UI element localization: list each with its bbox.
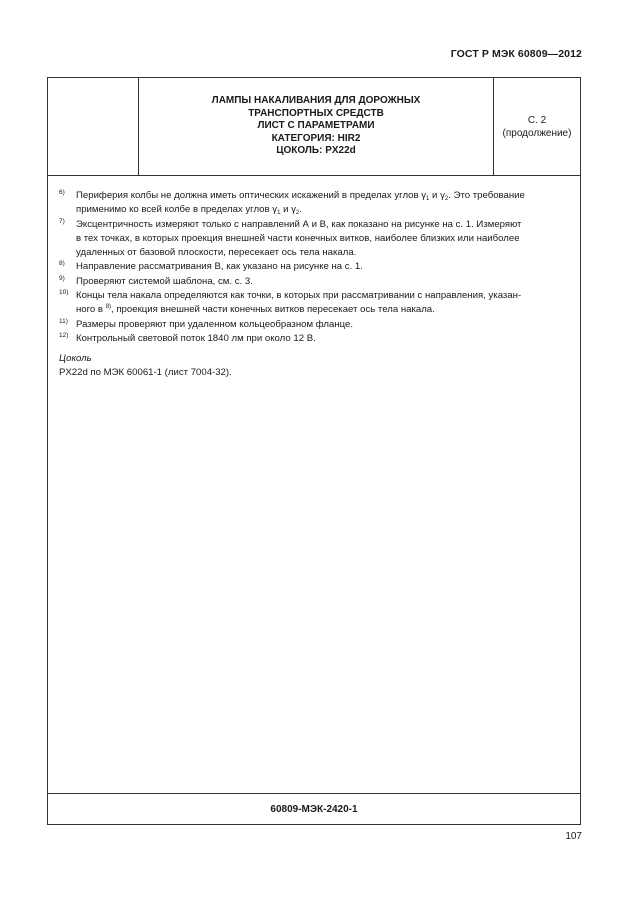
footnote-8 [59,260,573,274]
footnote-line: Контрольный световой поток 1840 лм при около 12 В. [76,332,316,344]
standard-code: ГОСТ Р МЭК 60809—2012 [450,48,582,60]
title-line-3: ЛИСТ С ПАРАМЕТРАМИ [257,120,375,132]
footnote-line: Размеры проверяют при удаленном кольцеобразном фланце. [76,318,354,330]
footnote-9 [59,275,573,289]
title-line-2: ТРАНСПОРТНЫХ СРЕДСТВ [248,107,384,119]
title-line-1: ЛАМПЫ НАКАЛИВАНИЯ ДЛЯ ДОРОЖНЫХ [211,95,421,107]
sheet-code: 60809-МЭК-2420-1 [270,804,358,815]
footnote-number: 10) [59,289,69,297]
title-block [48,78,580,176]
footnote-line: Периферия колбы не должна иметь оптических искажений в пределах углов $\gamma_1$ и $\gamma_2$. Это требование [76,190,525,202]
footnotes-list [59,189,573,346]
sheet-code-row [48,793,580,825]
footnote-line: Направление рассматривания В, как указано на рисунке на с. 1. [76,261,363,273]
footnote-line: ного в $^{8)}$, проекция внешней части конечных витков пересекает ось тела накала. [76,304,435,316]
sheet-frame [47,77,581,825]
title-block-left-cell [48,78,139,175]
footnote-10 [59,289,573,318]
page-number: 107 [565,831,582,842]
footnote-7 [59,218,573,261]
title-block-heading [139,78,494,175]
footnote-number: 8) [59,260,65,268]
title-block-page-cell [494,78,580,175]
footnote-line: Концы тела накала определяются как точки, в которых при рассматривании с направления, указан- [76,290,522,302]
footnote-number: 7) [59,217,65,225]
footnote-line: применимо ко всей колбе в пределах углов $\gamma_1$ и $\gamma_2$. [76,204,302,217]
footnote-number: 6) [59,189,65,196]
footnote-number: 9) [59,274,65,282]
footnote-number: 11) [59,317,68,325]
footnote-number: 12) [59,331,69,339]
footnote-12 [59,332,573,346]
footnote-line: Эксцентричность измеряют только с направлений А и В, как показано на рисунке на с. 1. Измеряют [76,218,522,230]
base-section-title: Цоколь [59,353,92,364]
footnote-line: в тех точках, в которых проекция внешней части конечных витков, наиболее близких или наиболее [76,232,520,244]
base-section [59,352,232,380]
footnote-11 [59,318,573,332]
title-line-5: ЦОКОЛЬ: PX22d [276,145,356,157]
footnote-line: удаленных от базовой плоскости, пересекает ось тела накала. [76,247,357,259]
sheet-page-label: С. 2 [527,114,547,126]
footnote-line: Проверяют системой шаблона, см. с. 3. [76,275,253,287]
continuation-label: (продолжение) [502,127,572,139]
title-line-4: КАТЕГОРИЯ: HIR2 [271,132,361,144]
base-section-text: PX22d по МЭК 60061-1 (лист 7004-32). [59,367,232,378]
footnote-6 [59,189,573,218]
